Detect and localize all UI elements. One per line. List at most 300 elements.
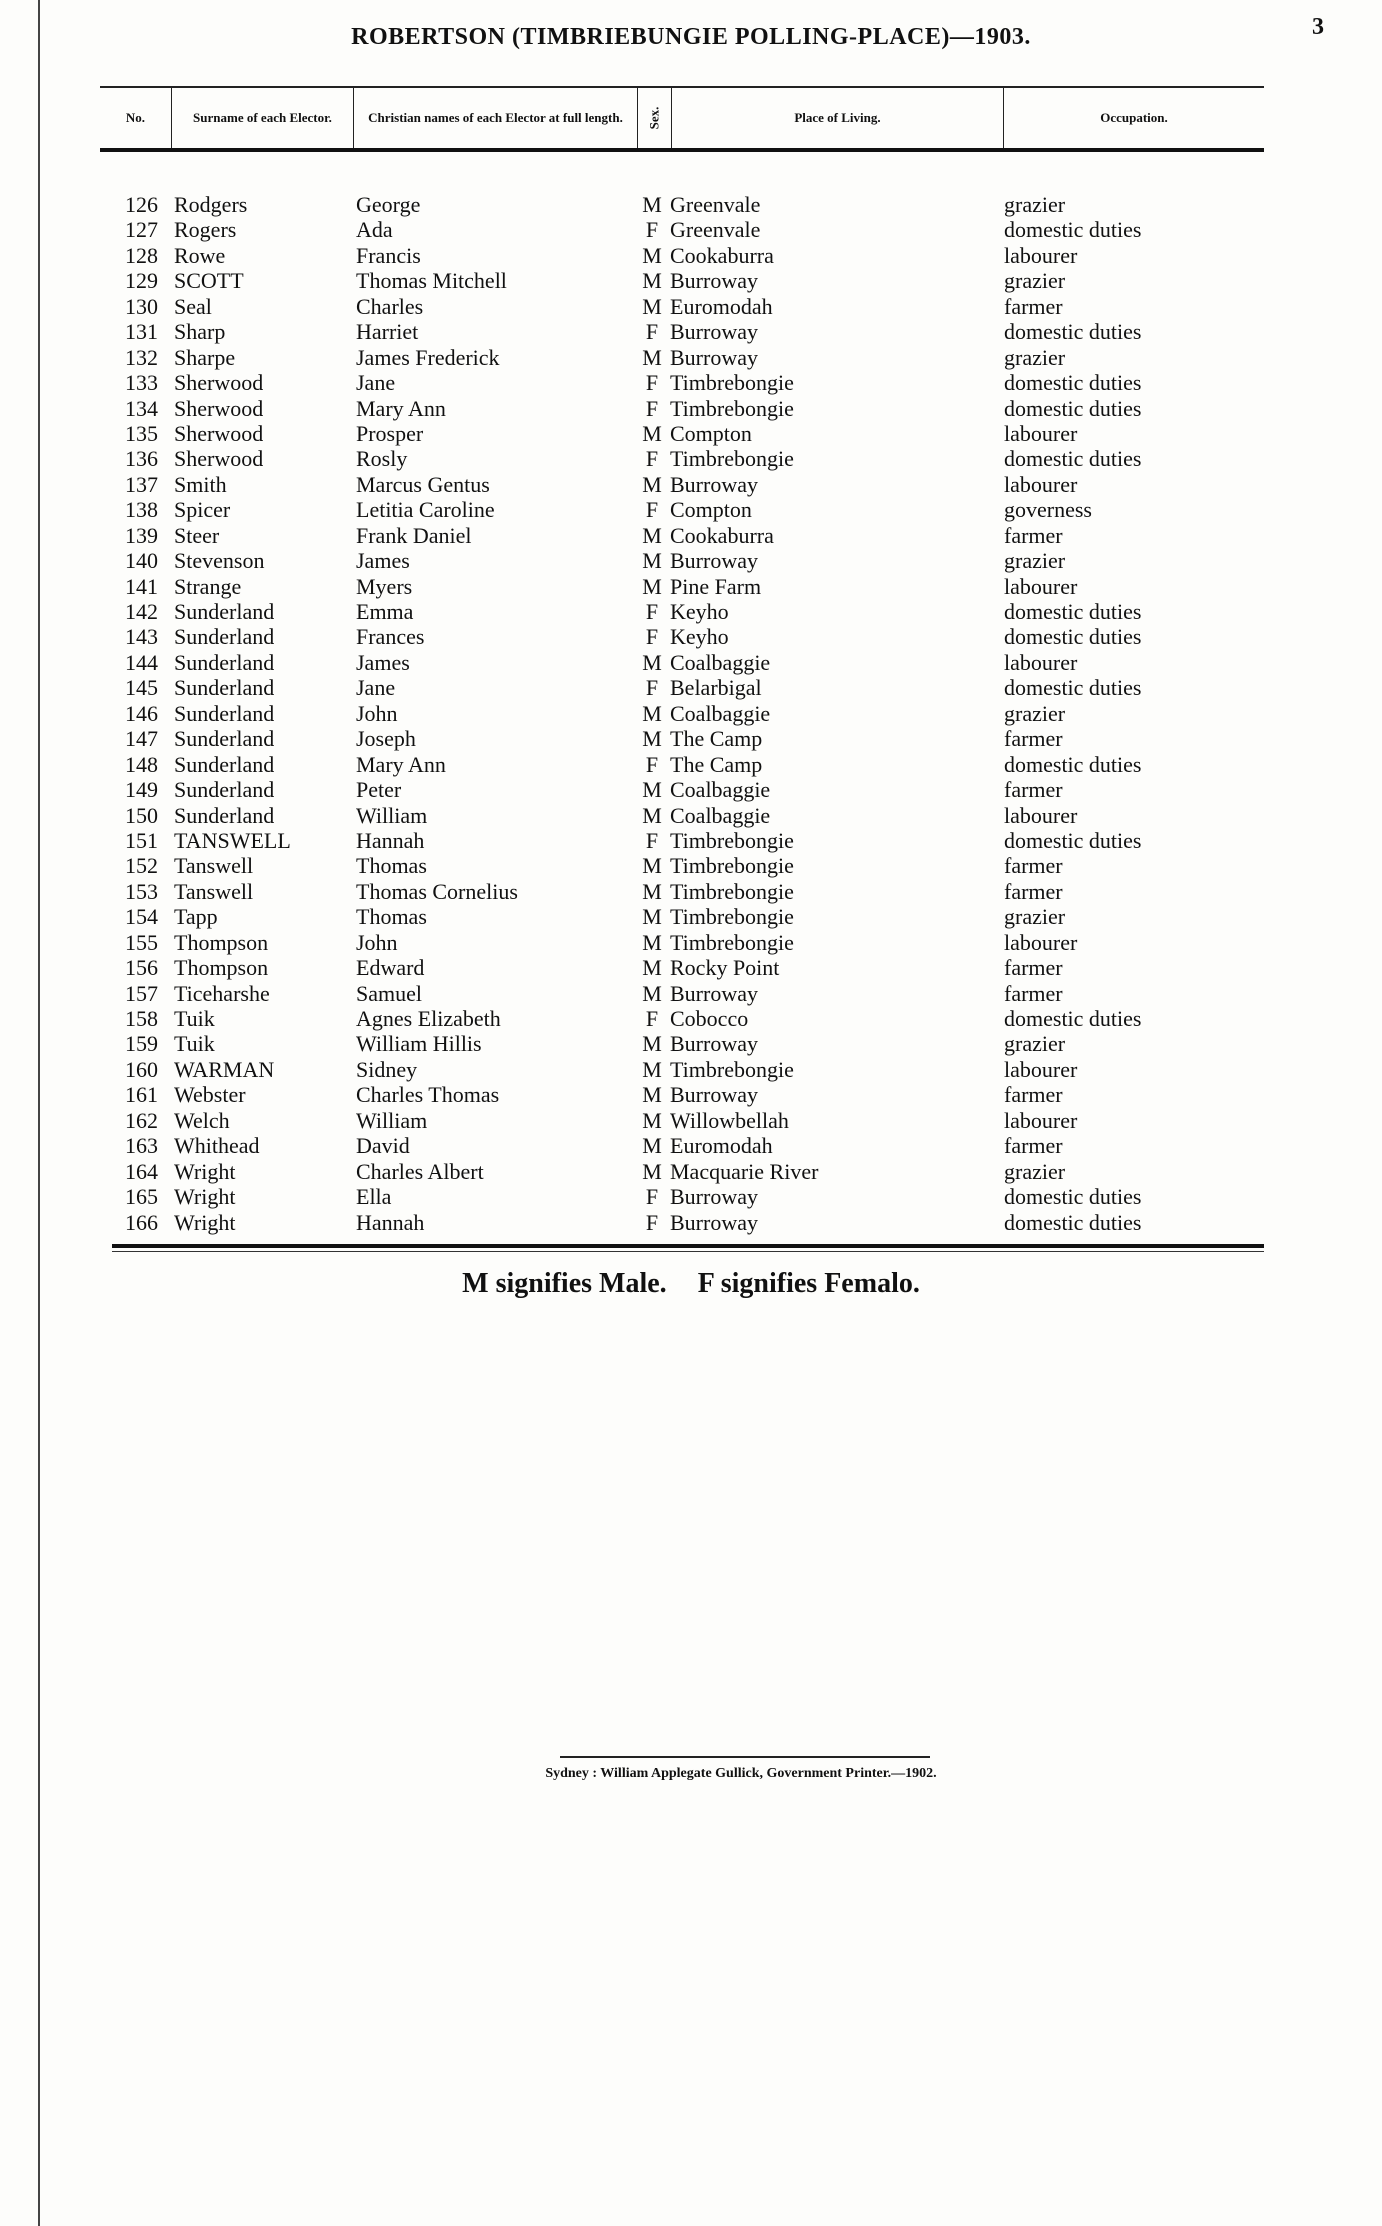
elector-occupation: labourer — [1004, 471, 1078, 497]
elector-occupation: domestic duties — [1004, 751, 1142, 777]
elector-christian-names: Ada — [356, 217, 393, 243]
sex-legend — [0, 1268, 1382, 1300]
elector-christian-names: George — [356, 192, 421, 217]
elector-occupation: domestic duties — [1004, 827, 1142, 853]
elector-place-of-living: Greenvale — [670, 217, 761, 243]
elector-christian-names: Rosly — [356, 446, 408, 472]
elector-surname: Sunderland — [174, 726, 275, 752]
elector-surname: Whithead — [174, 1133, 260, 1159]
elector-sex: M — [642, 878, 662, 904]
elector-surname: Spicer — [174, 497, 231, 523]
legend-male: M signifies Male. — [462, 1268, 667, 1299]
elector-place-of-living: Burroway — [670, 1209, 758, 1235]
elector-place-of-living: Rocky Point — [670, 955, 780, 981]
elector-place-of-living: Timbrebongie — [670, 878, 794, 904]
elector-christian-names: Frank Daniel — [356, 522, 472, 548]
elector-sex: M — [642, 980, 662, 1006]
column-header-occupation: Occupation. — [1100, 110, 1168, 125]
elector-place-of-living: The Camp — [670, 726, 763, 752]
elector-number: 164 — [125, 1158, 158, 1184]
elector-sex: M — [642, 242, 662, 268]
elector-place-of-living: Burroway — [670, 1082, 758, 1108]
elector-surname: Thompson — [174, 955, 269, 981]
elector-occupation: grazier — [1004, 344, 1066, 370]
elector-sex: M — [642, 777, 662, 803]
elector-surname: Seal — [174, 293, 212, 319]
elector-sex: M — [642, 726, 662, 752]
elector-christian-names: William — [356, 802, 428, 828]
elector-surname: Welch — [174, 1107, 230, 1133]
elector-surname: Sunderland — [174, 751, 275, 777]
elector-place-of-living: Burroway — [670, 1184, 758, 1210]
elector-place-of-living: Timbrebongie — [670, 446, 794, 472]
elector-place-of-living: Euromodah — [670, 293, 773, 319]
elector-christian-names: James Frederick — [356, 344, 500, 370]
elector-place-of-living: Cookaburra — [670, 242, 774, 268]
elector-number: 132 — [125, 344, 158, 370]
elector-sex: F — [645, 1209, 659, 1235]
elector-occupation: grazier — [1004, 700, 1066, 726]
elector-number: 151 — [125, 827, 158, 853]
elector-number: 145 — [125, 675, 158, 701]
elector-christian-names: William — [356, 1107, 428, 1133]
elector-number: 153 — [125, 878, 158, 904]
elector-surname: Sunderland — [174, 777, 275, 803]
elector-sex: M — [642, 1158, 662, 1184]
table-row — [0, 345, 1382, 370]
elector-place-of-living: Timbrebongie — [670, 1056, 794, 1082]
elector-surname: Tanswell — [174, 853, 254, 879]
elector-christian-names: Mary Ann — [356, 395, 446, 421]
imprint-rule — [560, 1756, 930, 1758]
elector-sex: F — [645, 497, 659, 523]
elector-number: 138 — [125, 497, 158, 523]
elector-sex: M — [642, 420, 662, 446]
elector-sex: F — [645, 1184, 659, 1210]
elector-place-of-living: Compton — [670, 497, 752, 523]
elector-place-of-living: Euromodah — [670, 1133, 773, 1159]
elector-christian-names: Prosper — [356, 420, 424, 446]
table-row — [0, 1031, 1382, 1056]
table-row — [0, 446, 1382, 471]
table-row — [0, 650, 1382, 675]
elector-place-of-living: Coalbaggie — [670, 777, 771, 803]
elector-occupation: labourer — [1004, 929, 1078, 955]
elector-occupation: domestic duties — [1004, 1006, 1142, 1031]
table-row — [0, 879, 1382, 904]
elector-occupation: domestic duties — [1004, 395, 1142, 421]
elector-number: 147 — [125, 726, 158, 752]
elector-christian-names: Hannah — [356, 827, 425, 853]
elector-number: 155 — [125, 929, 158, 955]
elector-sex: M — [642, 293, 662, 319]
page-number: 3 — [1312, 14, 1324, 40]
elector-surname: Sunderland — [174, 599, 275, 624]
elector-surname: Rowe — [174, 242, 226, 268]
table-row — [0, 726, 1382, 751]
elector-sex: F — [645, 624, 659, 650]
elector-place-of-living: Burroway — [670, 548, 758, 574]
column-header-place: Place of Living. — [672, 88, 1004, 148]
table-row — [0, 853, 1382, 878]
elector-christian-names: Agnes Elizabeth — [356, 1006, 501, 1031]
elector-occupation: domestic duties — [1004, 1209, 1142, 1235]
elector-occupation: farmer — [1004, 726, 1063, 752]
elector-christian-names: James — [356, 649, 410, 675]
elector-christian-names: Harriet — [356, 319, 419, 345]
elector-number: 141 — [125, 573, 158, 599]
elector-surname: Thompson — [174, 929, 269, 955]
elector-number: 146 — [125, 700, 158, 726]
elector-occupation: governess — [1004, 497, 1092, 523]
elector-surname: Smith — [174, 471, 227, 497]
elector-occupation: labourer — [1004, 1107, 1078, 1133]
elector-place-of-living: Burroway — [670, 1031, 758, 1057]
elector-christian-names: Charles — [356, 293, 424, 319]
elector-number: 160 — [125, 1056, 158, 1082]
elector-christian-names: Peter — [356, 777, 402, 803]
table-row — [0, 803, 1382, 828]
elector-number: 129 — [125, 268, 158, 294]
elector-occupation: farmer — [1004, 980, 1063, 1006]
printer-imprint: Sydney : William Applegate Gullick, Government Printer.—1902. — [545, 1766, 937, 1781]
elector-place-of-living: Greenvale — [670, 192, 761, 217]
elector-christian-names: Edward — [356, 955, 425, 981]
elector-sex: M — [642, 573, 662, 599]
elector-place-of-living: Timbrebongie — [670, 929, 794, 955]
elector-place-of-living: Burroway — [670, 980, 758, 1006]
elector-christian-names: Sidney — [356, 1056, 418, 1082]
elector-occupation: grazier — [1004, 1158, 1066, 1184]
elector-occupation: farmer — [1004, 955, 1063, 981]
table-row — [0, 1133, 1382, 1158]
elector-christian-names: John — [356, 929, 398, 955]
elector-christian-names: James — [356, 548, 410, 574]
elector-occupation: domestic duties — [1004, 675, 1142, 701]
elector-surname: Ticeharshe — [174, 980, 270, 1006]
elector-number: 142 — [125, 599, 158, 624]
elector-place-of-living: Cookaburra — [670, 522, 774, 548]
elector-surname: Sherwood — [174, 370, 264, 396]
elector-number: 139 — [125, 522, 158, 548]
table-row — [0, 904, 1382, 929]
elector-sex: M — [642, 955, 662, 981]
elector-occupation: grazier — [1004, 904, 1066, 930]
table-row — [0, 548, 1382, 573]
table-row — [0, 752, 1382, 777]
elector-christian-names: Charles Thomas — [356, 1082, 500, 1108]
elector-christian-names: Thomas — [356, 853, 427, 879]
elector-sex: F — [645, 675, 659, 701]
elector-christian-names: William Hillis — [356, 1031, 482, 1057]
elector-christian-names: Frances — [356, 624, 425, 650]
elector-number: 144 — [125, 649, 158, 675]
elector-number: 158 — [125, 1006, 158, 1031]
elector-surname: Sunderland — [174, 649, 275, 675]
elector-surname: Wright — [174, 1184, 236, 1210]
elector-number: 148 — [125, 751, 158, 777]
elector-sex: M — [642, 522, 662, 548]
column-header-surname: Surname of each Elector. — [172, 88, 354, 148]
elector-sex: F — [645, 446, 659, 472]
elector-occupation: farmer — [1004, 522, 1063, 548]
column-header-no: No. — [100, 88, 172, 148]
elector-occupation: domestic duties — [1004, 624, 1142, 650]
elector-place-of-living: Belarbigal — [670, 675, 762, 701]
elector-occupation: farmer — [1004, 777, 1063, 803]
elector-occupation: labourer — [1004, 420, 1078, 446]
elector-sex: M — [642, 1056, 662, 1082]
elector-number: 163 — [125, 1133, 158, 1159]
elector-place-of-living: Willowbellah — [670, 1107, 789, 1133]
table-row — [0, 701, 1382, 726]
elector-occupation: farmer — [1004, 1082, 1063, 1108]
elector-occupation: domestic duties — [1004, 599, 1142, 624]
elector-sex: M — [642, 1107, 662, 1133]
elector-sex: M — [642, 471, 662, 497]
table-row — [0, 421, 1382, 446]
elector-sex: F — [645, 751, 659, 777]
elector-occupation: grazier — [1004, 1031, 1066, 1057]
elector-surname: Strange — [174, 573, 242, 599]
table-row — [0, 1082, 1382, 1107]
elector-sex: F — [645, 217, 659, 243]
elector-number: 135 — [125, 420, 158, 446]
elector-surname: Rogers — [174, 217, 237, 243]
elector-occupation: labourer — [1004, 1056, 1078, 1082]
elector-number: 127 — [125, 217, 158, 243]
elector-occupation: domestic duties — [1004, 370, 1142, 396]
elector-number: 133 — [125, 370, 158, 396]
elector-number: 140 — [125, 548, 158, 574]
elector-christian-names: Jane — [356, 370, 396, 396]
elector-surname: Sunderland — [174, 700, 275, 726]
elector-place-of-living: Burroway — [670, 344, 758, 370]
elector-surname: Sharpe — [174, 344, 236, 370]
elector-sex: F — [645, 319, 659, 345]
elector-sex: F — [645, 1006, 659, 1031]
elector-sex: M — [642, 1031, 662, 1057]
elector-number: 143 — [125, 624, 158, 650]
elector-sex: F — [645, 395, 659, 421]
elector-place-of-living: Macquarie River — [670, 1158, 819, 1184]
elector-christian-names: Thomas — [356, 904, 427, 930]
elector-occupation: farmer — [1004, 293, 1063, 319]
table-row — [0, 243, 1382, 268]
table-row — [0, 370, 1382, 395]
elector-sex: M — [642, 1082, 662, 1108]
column-header-christian-names: Christian names of each Elector at full length. — [354, 88, 638, 148]
elector-occupation: domestic duties — [1004, 446, 1142, 472]
elector-number: 159 — [125, 1031, 158, 1057]
elector-sex: M — [642, 929, 662, 955]
elector-place-of-living: Timbrebongie — [670, 827, 794, 853]
table-row — [0, 624, 1382, 649]
elector-surname: Sherwood — [174, 446, 264, 472]
elector-surname: TANSWELL — [174, 827, 291, 853]
column-header-sex — [638, 88, 672, 148]
elector-place-of-living: Keyho — [670, 624, 729, 650]
elector-place-of-living: Burroway — [670, 471, 758, 497]
elector-surname: Wright — [174, 1209, 236, 1235]
table-row — [0, 523, 1382, 548]
table-row — [0, 217, 1382, 242]
table-row — [0, 930, 1382, 955]
elector-number: 161 — [125, 1082, 158, 1108]
table-row — [0, 955, 1382, 980]
elector-surname: Tanswell — [174, 878, 254, 904]
elector-number: 165 — [125, 1184, 158, 1210]
elector-surname: Sunderland — [174, 624, 275, 650]
elector-christian-names: Myers — [356, 573, 413, 599]
elector-place-of-living: Burroway — [670, 268, 758, 294]
elector-surname: Sunderland — [174, 675, 275, 701]
elector-number: 130 — [125, 293, 158, 319]
table-row — [0, 192, 1382, 217]
elector-occupation: domestic duties — [1004, 1184, 1142, 1210]
elector-number: 157 — [125, 980, 158, 1006]
elector-place-of-living: Pine Farm — [670, 573, 762, 599]
elector-surname: Steer — [174, 522, 220, 548]
elector-sex: M — [642, 904, 662, 930]
elector-place-of-living: Cobocco — [670, 1006, 749, 1031]
elector-number: 166 — [125, 1209, 158, 1235]
table-row — [0, 294, 1382, 319]
elector-sex: M — [642, 802, 662, 828]
elector-number: 126 — [125, 192, 158, 217]
page-title: ROBERTSON (TIMBRIEBUNGIE POLLING-PLACE)—1903. — [351, 24, 1031, 50]
elector-christian-names: Marcus Gentus — [356, 471, 490, 497]
table-row — [0, 1184, 1382, 1209]
elector-occupation: labourer — [1004, 242, 1078, 268]
elector-number: 150 — [125, 802, 158, 828]
elector-sex: M — [642, 853, 662, 879]
table-row — [0, 396, 1382, 421]
elector-place-of-living: Coalbaggie — [670, 700, 771, 726]
elector-place-of-living: Burroway — [670, 319, 758, 345]
table-row — [0, 675, 1382, 700]
elector-number: 136 — [125, 446, 158, 472]
elector-sex: F — [645, 599, 659, 624]
table-row — [0, 574, 1382, 599]
elector-place-of-living: The Camp — [670, 751, 763, 777]
elector-sex: M — [642, 1133, 662, 1159]
elector-surname: SCOTT — [174, 268, 244, 294]
table-row — [0, 268, 1382, 293]
table-row — [0, 981, 1382, 1006]
elector-place-of-living: Coalbaggie — [670, 649, 771, 675]
elector-place-of-living: Timbrebongie — [670, 395, 794, 421]
elector-occupation: grazier — [1004, 548, 1066, 574]
elector-occupation: farmer — [1004, 853, 1063, 879]
elector-surname: Sherwood — [174, 420, 264, 446]
elector-sex: F — [645, 827, 659, 853]
elector-surname: Sherwood — [174, 395, 264, 421]
elector-occupation: domestic duties — [1004, 319, 1142, 345]
elector-number: 149 — [125, 777, 158, 803]
elector-place-of-living: Timbrebongie — [670, 853, 794, 879]
elector-sex: M — [642, 192, 662, 217]
elector-christian-names: Letitia Caroline — [356, 497, 495, 523]
table-row — [0, 1210, 1382, 1235]
elector-sex: F — [645, 370, 659, 396]
elector-surname: Sunderland — [174, 802, 275, 828]
legend-female: F signifies Femalo. — [697, 1268, 920, 1299]
elector-christian-names: Charles Albert — [356, 1158, 484, 1184]
table-row — [0, 497, 1382, 522]
elector-surname: Tapp — [174, 904, 218, 930]
elector-christian-names: Samuel — [356, 980, 422, 1006]
table-row — [0, 1108, 1382, 1133]
elector-place-of-living: Timbrebongie — [670, 370, 794, 396]
elector-sex: M — [642, 268, 662, 294]
elector-christian-names: Ella — [356, 1184, 392, 1210]
table-row — [0, 472, 1382, 497]
elector-surname: Webster — [174, 1082, 246, 1108]
elector-surname: Stevenson — [174, 548, 265, 574]
elector-christian-names: Thomas Cornelius — [356, 878, 518, 904]
table-row — [0, 599, 1382, 624]
elector-surname: WARMAN — [174, 1056, 275, 1082]
elector-christian-names: Emma — [356, 599, 414, 624]
elector-place-of-living: Compton — [670, 420, 752, 446]
elector-surname: Wright — [174, 1158, 236, 1184]
elector-christian-names: Mary Ann — [356, 751, 446, 777]
table-row — [0, 777, 1382, 802]
table-row — [0, 1006, 1382, 1031]
elector-sex: M — [642, 700, 662, 726]
elector-number: 137 — [125, 471, 158, 497]
elector-place-of-living: Timbrebongie — [670, 904, 794, 930]
elector-surname: Tuik — [174, 1031, 215, 1057]
elector-number: 152 — [125, 853, 158, 879]
elector-occupation: labourer — [1004, 802, 1078, 828]
electors-table-body — [0, 192, 1382, 1235]
elector-christian-names: Francis — [356, 242, 421, 268]
elector-number: 162 — [125, 1107, 158, 1133]
elector-occupation: grazier — [1004, 268, 1066, 294]
elector-number: 156 — [125, 955, 158, 981]
elector-sex: M — [642, 649, 662, 675]
elector-occupation: labourer — [1004, 649, 1078, 675]
elector-occupation: farmer — [1004, 1133, 1063, 1159]
elector-surname: Rodgers — [174, 192, 248, 217]
elector-christian-names: Joseph — [356, 726, 416, 752]
elector-christian-names: John — [356, 700, 398, 726]
table-row — [0, 828, 1382, 853]
elector-sex: M — [642, 344, 662, 370]
elector-surname: Tuik — [174, 1006, 215, 1031]
elector-number: 128 — [125, 242, 158, 268]
elector-number: 134 — [125, 395, 158, 421]
elector-place-of-living: Coalbaggie — [670, 802, 771, 828]
elector-christian-names: Jane — [356, 675, 396, 701]
elector-occupation: grazier — [1004, 192, 1066, 217]
table-row — [0, 1159, 1382, 1184]
elector-surname: Sharp — [174, 319, 226, 345]
table-header — [100, 86, 1264, 152]
elector-number: 131 — [125, 319, 158, 345]
elector-christian-names: Thomas Mitchell — [356, 268, 507, 294]
elector-sex: M — [642, 548, 662, 574]
elector-christian-names: Hannah — [356, 1209, 425, 1235]
elector-occupation: labourer — [1004, 573, 1078, 599]
elector-occupation: domestic duties — [1004, 217, 1142, 243]
table-bottom-rule — [112, 1244, 1264, 1252]
table-row — [0, 319, 1382, 344]
table-row — [0, 1057, 1382, 1082]
elector-place-of-living: Keyho — [670, 599, 729, 624]
